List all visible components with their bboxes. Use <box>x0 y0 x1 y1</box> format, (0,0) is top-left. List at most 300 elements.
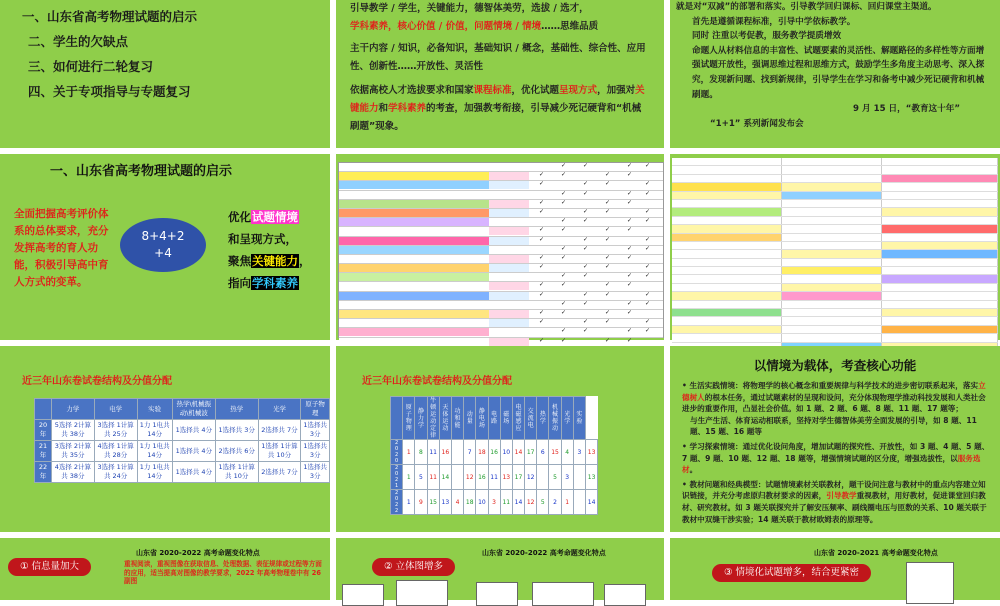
grid-cell <box>882 183 998 190</box>
check-mark: ✓ <box>583 299 589 307</box>
text-line: 首先是遵循课程标准，引导中学依标教学。 <box>692 16 856 27</box>
table-cell <box>573 490 585 515</box>
figure-thumbnail <box>604 584 646 606</box>
grid-cell <box>672 217 782 224</box>
keywords-line: 主干内容 / 知识，必备知识，基础知识 / 概念，基础性、综合性、应用性、创新性……开放性、灵活性 <box>350 43 646 72</box>
check-mark: ✓ <box>627 171 633 179</box>
table-row <box>339 163 663 172</box>
table-cell: 13 <box>500 465 512 490</box>
table-cell: 14 <box>586 490 598 515</box>
table-header: 实验 <box>137 399 172 420</box>
grid-cell <box>782 183 882 190</box>
check-mark: ✓ <box>605 226 611 234</box>
table-cell: 5 <box>415 465 427 490</box>
grid-cell <box>672 309 782 316</box>
table-cell <box>489 301 529 309</box>
slide-3d-figures[interactable] <box>336 538 664 600</box>
slide-info-increase[interactable] <box>0 538 330 600</box>
slide-outline[interactable] <box>0 0 330 148</box>
grid-cell <box>882 317 998 324</box>
grid-row <box>672 275 998 283</box>
check-mark: ✓ <box>583 189 589 197</box>
table-cell: 14 <box>512 440 524 465</box>
grid-cell <box>782 317 882 324</box>
bullet-paragraph: • 教材问题和经典模型：试题情境素材关联教材，题干设问注意与教材中的重点内容建立知识链接，并充分考虑原归教材要求的因素，引导教学重视教材，用好教材，促进课堂回归教材、研究教材。如 3 题关联探究并了解安压频率、刷线圈电压与匝数的关系、10 题关联于教材中双缝干涉实验；14 题关联于教材欧姆表的原理等。 <box>682 479 987 524</box>
check-mark: ✓ <box>605 171 611 179</box>
grid-cell <box>672 183 782 190</box>
table-cell <box>489 181 529 189</box>
grid-cell <box>782 166 882 173</box>
slide-inspiration[interactable] <box>0 154 330 340</box>
grid-cell <box>782 200 882 207</box>
table-title: 近三年山东卷试卷结构及分值分配 <box>22 376 172 387</box>
check-mark: ✓ <box>539 226 545 234</box>
table-row <box>339 181 663 190</box>
grid-cell <box>782 334 882 341</box>
feature-text: 重视阅读，重视图像在获取信息、处理数据、表征规律或过程等方面的应用，适当提高对图像的教学要求，2022 年高考物理卷中有 26 副图 <box>124 560 322 586</box>
check-mark: ✓ <box>605 263 611 271</box>
table-cell: 5 <box>537 490 549 515</box>
grid-cell <box>882 234 998 241</box>
check-mark: ✓ <box>645 235 651 243</box>
bullet-paragraph: • 学习探索情境：通过优化设问角度，增加试题的探究性、开放性，如 3 题、4 题、5 题、7 题、9 题、10 题、12 题、18 题等，增强情境试题的区分度，增强选拔性，以服务选材。 <box>682 441 990 475</box>
table-cell <box>339 163 489 171</box>
table-row <box>339 328 663 337</box>
grid-cell <box>882 217 998 224</box>
grid-cell <box>882 275 998 282</box>
table-cell <box>489 255 529 263</box>
grid-cell <box>882 309 998 316</box>
check-mark: ✓ <box>561 226 567 234</box>
check-mark: ✓ <box>645 299 651 307</box>
grid-cell <box>672 334 782 341</box>
grid-cell <box>882 225 998 232</box>
grid-row <box>672 166 998 174</box>
check-mark: ✓ <box>561 336 567 344</box>
score-distribution-table <box>34 398 330 483</box>
table-cell: 13 <box>439 490 451 515</box>
slide-context-questions[interactable] <box>670 538 1000 600</box>
check-mark: ✓ <box>645 290 651 298</box>
table-cell <box>489 200 529 208</box>
table-cell: 15 <box>549 440 561 465</box>
table-row: 22年 4选择 2计算共 38分 3选择 1计算共 24分 1力 1电共 14分 1选择共 4分 1选择 1计算共 10分 2选择共 7分 1选择共 3分 <box>35 462 330 483</box>
check-mark: ✓ <box>627 162 633 169</box>
table-row <box>339 218 663 227</box>
grid-row <box>672 200 998 208</box>
check-mark: ✓ <box>627 244 633 252</box>
table-header: 力学 <box>52 399 95 420</box>
table-cell <box>489 328 529 336</box>
check-mark: ✓ <box>645 217 651 225</box>
table-cell <box>339 273 489 281</box>
grid-row <box>672 234 998 242</box>
feature-pill: ② 立体图增多 <box>372 558 455 576</box>
check-mark: ✓ <box>561 309 567 316</box>
grid-cell <box>672 317 782 324</box>
grid-cell <box>782 225 882 232</box>
table-header: 动 量 <box>464 397 476 440</box>
check-mark: ✓ <box>605 309 611 316</box>
check-mark: ✓ <box>561 299 567 307</box>
figure-thumbnail <box>396 580 448 606</box>
table-cell: 18 <box>464 490 476 515</box>
table-cell: 18 <box>476 440 488 465</box>
table-cell: 14 <box>512 490 524 515</box>
grid-cell <box>882 166 998 173</box>
grid-cell <box>782 326 882 333</box>
check-mark: ✓ <box>645 207 651 215</box>
check-mark: ✓ <box>539 198 545 206</box>
grid-cell <box>672 267 782 274</box>
table-header: 交 流 电 <box>525 397 537 440</box>
table-row: 20年 5选择 2计算共 38分 3选择 1计算共 25分 1力 1电共 14分 1选择共 4分 1选择共 3分 2选择共 7分 1选择共 3分 <box>35 420 330 441</box>
table-row <box>339 191 663 200</box>
table-cell <box>451 440 463 465</box>
table-cell: 1 <box>403 490 415 515</box>
table-row <box>391 490 598 515</box>
table-cell: 17 <box>512 465 524 490</box>
figure-thumbnail <box>906 562 954 604</box>
text-line: “1+1” 系列新闻发布会 <box>710 118 804 129</box>
grid-cell <box>782 275 882 282</box>
grid-cell <box>882 200 998 207</box>
check-mark: ✓ <box>583 244 589 252</box>
check-mark: ✓ <box>627 336 633 344</box>
table-cell <box>339 264 489 272</box>
table-cell: 1 <box>403 440 415 465</box>
check-mark: ✓ <box>645 327 651 335</box>
slide-keywords[interactable] <box>336 0 664 148</box>
grid-cell <box>882 175 998 182</box>
question-analysis-table <box>338 162 664 344</box>
table-cell: 3 <box>561 465 573 490</box>
table-cell <box>489 237 529 245</box>
check-mark: ✓ <box>627 189 633 197</box>
grid-cell <box>882 158 998 165</box>
grid-row <box>672 217 998 225</box>
table-cell <box>489 191 529 199</box>
table-cell: 4 <box>561 440 573 465</box>
check-mark: ✓ <box>583 290 589 298</box>
slide-title: 以情境为载体，考查核心功能 <box>753 358 917 373</box>
table-header: 机 械 振 动 <box>549 397 561 440</box>
table-cell: 3 <box>488 490 500 515</box>
check-mark: ✓ <box>539 336 545 344</box>
grid-cell <box>782 158 882 165</box>
slide-title: 山东省 2020-2021 高考命题变化特点 <box>814 549 938 557</box>
table-cell <box>489 227 529 235</box>
grid-cell <box>672 301 782 308</box>
table-cell: 2 <box>549 490 561 515</box>
check-mark: ✓ <box>583 217 589 225</box>
table-row <box>339 200 663 209</box>
slide-double-reduction[interactable] <box>670 0 1000 148</box>
check-mark: ✓ <box>583 235 589 243</box>
table-cell <box>537 465 549 490</box>
grid-cell <box>882 259 998 266</box>
check-mark: ✓ <box>645 162 651 169</box>
check-mark: ✓ <box>539 253 545 261</box>
grid-row <box>672 317 998 325</box>
grid-row <box>672 175 998 183</box>
grid-cell <box>782 175 882 182</box>
table-cell: 14 <box>439 465 451 490</box>
table-header: 光 学 <box>561 397 573 440</box>
grid-cell <box>782 192 882 199</box>
table-row <box>339 237 663 246</box>
check-mark: ✓ <box>583 318 589 326</box>
check-mark: ✓ <box>539 281 545 289</box>
figure-thumbnail <box>476 582 518 606</box>
year-cell: 2 0 2 1 <box>391 465 403 490</box>
text-line: 就是对“双减”的部署和落实。引导教学回归课标、回归课堂主渠道。 <box>676 2 937 12</box>
table-cell <box>339 338 489 346</box>
text-line: 9 月 15 日，“教育这十年” <box>853 104 960 115</box>
grid-cell <box>782 259 882 266</box>
check-mark: ✓ <box>627 226 633 234</box>
grid-row <box>672 267 998 275</box>
knowledge-grid-image <box>672 158 998 336</box>
table-title: 近三年山东卷试卷结构及分值分配 <box>362 376 512 387</box>
outline-item: 三、如何进行二轮复习 <box>28 59 154 74</box>
requirement-text: 全面把握高考评价体系的总体要求，充分发挥高考的育人功能，积极引导高中育人方式的变革。 <box>14 208 109 288</box>
table-cell: 11 <box>500 490 512 515</box>
year-cell: 2 0 2 0 <box>391 440 403 465</box>
check-mark: ✓ <box>561 327 567 335</box>
table-cell: 10 <box>476 490 488 515</box>
bullet-paragraph: 与生产生活、体育运动相联系，坚持对学生德智体美劳全面发展的引导，如 8 题、11 题、15 题、16 题等 <box>690 415 977 437</box>
table-row <box>391 440 598 465</box>
table-cell <box>339 209 489 217</box>
check-mark: ✓ <box>561 272 567 280</box>
grid-row <box>672 208 998 216</box>
grid-cell <box>782 267 882 274</box>
table-cell <box>489 338 529 346</box>
check-mark: ✓ <box>539 180 545 188</box>
grid-cell <box>672 166 782 173</box>
table-cell: 16 <box>476 465 488 490</box>
check-mark: ✓ <box>583 162 589 169</box>
table-cell <box>489 319 529 327</box>
bullet-paragraph: • 生活实践情境：将物理学的核心概念和重要规律与科学技术的进步密切联系起来，落实立德树人的根本任务，通过试题素材的呈现和设问，充分体现物理学推动科技发展和人类社会进步的重要作用，凸显社会价值。如 1 题、2 题、6 题、8 题、11 题、17 题等； <box>682 381 986 414</box>
check-mark: ✓ <box>605 198 611 206</box>
table-cell: 15 <box>427 490 439 515</box>
check-mark: ✓ <box>627 272 633 280</box>
table-cell: 11 <box>427 465 439 490</box>
check-mark: ✓ <box>561 244 567 252</box>
check-mark: ✓ <box>539 207 545 215</box>
table-cell: 1 <box>561 490 573 515</box>
outline-item: 一、山东省高考物理试题的启示 <box>22 9 198 24</box>
feature-pill: ① 信息量加大 <box>8 558 91 576</box>
table-header <box>391 397 403 440</box>
table-cell <box>489 264 529 272</box>
grid-cell <box>672 275 782 282</box>
check-mark: ✓ <box>605 207 611 215</box>
check-mark: ✓ <box>645 180 651 188</box>
check-mark: ✓ <box>645 263 651 271</box>
slide-title: 一、山东省高考物理试题的启示 <box>50 164 233 179</box>
table-cell <box>339 237 489 245</box>
table-cell <box>489 172 529 180</box>
grid-cell <box>882 192 998 199</box>
text-line: 同时 注重以考促教，服务教学提质增效 <box>692 31 842 42</box>
table-cell <box>489 246 529 254</box>
table-cell <box>339 218 489 226</box>
table-cell <box>339 246 489 254</box>
grid-cell <box>672 326 782 333</box>
table-header: 静 电 场 <box>476 397 488 440</box>
check-mark: ✓ <box>627 253 633 261</box>
table-cell: 16 <box>488 440 500 465</box>
table-cell: 17 <box>525 440 537 465</box>
figure-thumbnail <box>342 584 384 606</box>
table-cell: 12 <box>464 465 476 490</box>
grid-cell <box>782 242 882 249</box>
table-cell <box>489 218 529 226</box>
table-header: 热学 <box>215 399 258 420</box>
table-cell <box>339 227 489 235</box>
table-cell: 11 <box>488 465 500 490</box>
check-mark: ✓ <box>627 299 633 307</box>
grid-row <box>672 309 998 317</box>
table-row <box>391 465 598 490</box>
grid-cell <box>672 250 782 257</box>
table-header: 原 子 物 理 <box>403 397 415 440</box>
grid-cell <box>782 234 882 241</box>
table-header <box>35 399 52 420</box>
outline-item: 二、学生的欠缺点 <box>28 34 129 49</box>
grid-cell <box>882 301 998 308</box>
table-cell: 5 <box>549 465 561 490</box>
table-cell <box>489 209 529 217</box>
table-cell <box>489 292 529 300</box>
grid-cell <box>672 225 782 232</box>
table-cell <box>489 310 529 318</box>
table-row <box>339 209 663 218</box>
check-mark: ✓ <box>605 235 611 243</box>
check-mark: ✓ <box>645 244 651 252</box>
grid-row <box>672 301 998 309</box>
grid-row <box>672 326 998 334</box>
check-mark: ✓ <box>645 189 651 197</box>
table-cell <box>339 200 489 208</box>
table-row <box>339 310 663 319</box>
table-row <box>339 319 663 328</box>
grid-cell <box>672 259 782 266</box>
grid-cell <box>782 250 882 257</box>
check-mark: ✓ <box>645 318 651 326</box>
keywords-line: 引导教学 / 学生，关键能力，德智体美劳，选拔 / 选才， <box>350 3 589 14</box>
check-mark: ✓ <box>561 162 567 169</box>
table-row <box>339 264 663 273</box>
check-mark: ✓ <box>561 171 567 179</box>
table-cell: 13 <box>586 465 598 490</box>
slide-topic-table[interactable] <box>336 346 664 532</box>
check-mark: ✓ <box>583 180 589 188</box>
grid-cell <box>782 208 882 215</box>
table-cell: 16 <box>439 440 451 465</box>
grid-cell <box>882 267 998 274</box>
table-cell <box>451 465 463 490</box>
slide-structure-table[interactable] <box>0 346 330 532</box>
table-header: 天 体 运 动 <box>439 397 451 440</box>
grid-cell <box>782 301 882 308</box>
table-header: 功 和 能 <box>451 397 463 440</box>
check-mark: ✓ <box>583 327 589 335</box>
grid-cell <box>672 284 782 291</box>
table-cell: 6 <box>537 440 549 465</box>
grid-cell <box>882 250 998 257</box>
table-header: 热 学 <box>537 397 549 440</box>
check-mark: ✓ <box>583 272 589 280</box>
table-cell: 13 <box>586 440 598 465</box>
check-mark: ✓ <box>561 217 567 225</box>
slide-title: 山东省 2020-2022 高考命题变化特点 <box>136 549 260 557</box>
grid-row <box>672 192 998 200</box>
slide-knowledge-grid[interactable] <box>670 154 1000 340</box>
slide-title: 山东省 2020-2022 高考命题变化特点 <box>482 549 606 557</box>
grid-cell <box>672 208 782 215</box>
table-row <box>339 282 663 291</box>
grid-cell <box>782 217 882 224</box>
check-mark: ✓ <box>561 189 567 197</box>
grid-row <box>672 259 998 267</box>
check-mark: ✓ <box>627 281 633 289</box>
check-mark: ✓ <box>627 309 633 316</box>
table-cell <box>339 255 489 263</box>
grid-row <box>672 284 998 292</box>
grid-row <box>672 225 998 233</box>
table-row <box>339 246 663 255</box>
slide-core-function[interactable] <box>670 346 1000 532</box>
check-mark: ✓ <box>605 180 611 188</box>
table-cell <box>339 328 489 336</box>
outline-item: 四、关于专项指导与专题复习 <box>28 84 191 99</box>
feature-pill: ③ 情境化试题增多，结合更紧密 <box>712 564 871 582</box>
check-mark: ✓ <box>583 263 589 271</box>
table-header: 光学 <box>258 399 301 420</box>
table-cell: 8 <box>415 440 427 465</box>
table-cell <box>339 282 489 290</box>
table-header: 电学 <box>94 399 137 420</box>
check-mark: ✓ <box>583 207 589 215</box>
grid-row <box>672 250 998 258</box>
grid-cell <box>672 158 782 165</box>
table-cell: 1 <box>403 465 415 490</box>
check-mark: ✓ <box>539 309 545 316</box>
table-row <box>339 255 663 264</box>
table-row <box>339 227 663 236</box>
check-mark: ✓ <box>539 235 545 243</box>
grid-cell <box>782 309 882 316</box>
check-mark: ✓ <box>539 171 545 179</box>
grid-cell <box>672 292 782 299</box>
table-row: 21年 3选择 2计算共 35分 4选择 1计算共 28分 1力 1电共 14分 1选择共 4分 2选择共 6分 1选择 1计算共 10分 1选择共 3分 <box>35 441 330 462</box>
table-cell: 7 <box>464 440 476 465</box>
table-cell <box>573 465 585 490</box>
table-cell: 9 <box>415 490 427 515</box>
table-cell <box>339 310 489 318</box>
table-header: 热学\机械振动\机械波 <box>172 399 215 420</box>
table-header: 磁 场 <box>500 397 512 440</box>
table-cell <box>339 172 489 180</box>
slide-question-table[interactable] <box>336 154 664 344</box>
check-mark: ✓ <box>645 272 651 280</box>
grid-cell <box>782 292 882 299</box>
check-mark: ✓ <box>539 263 545 271</box>
